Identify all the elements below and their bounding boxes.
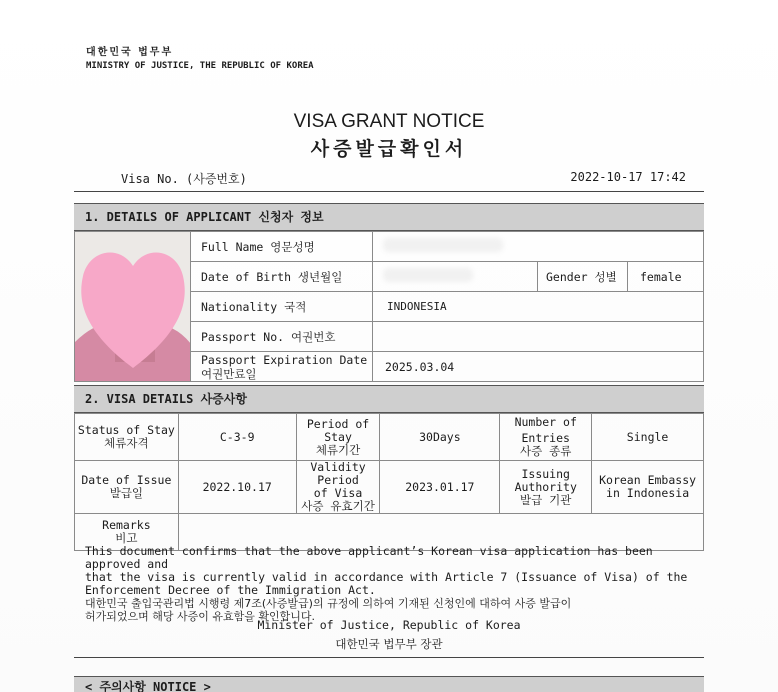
bottom-divider (74, 657, 704, 658)
entries-label-ko: 사증 종류 (520, 444, 572, 458)
authority-label-2: Authority (514, 479, 577, 494)
status-label (75, 414, 179, 461)
validity-label-2: of Visa (313, 486, 363, 500)
section-header-notice: < 주의사항 NOTICE > (74, 676, 704, 692)
nationality-value: INDONESIA (373, 292, 704, 322)
authority-value-2: in Indonesia (606, 486, 690, 500)
nationality-label: Nationality 국적 (191, 292, 373, 322)
status-value: C-3-9 (178, 414, 296, 461)
entries-label-1: Number of (514, 415, 577, 429)
notice-en-line-3: Enforcement Decree of the Immigration Act. (85, 583, 376, 597)
validity-label-ko: 사증 유효기간 (301, 499, 375, 513)
passport-exp-label-en: Passport Expiration Date (201, 352, 368, 367)
gender-value: female (628, 262, 704, 292)
notice-en-line-1: This document confirms that the above applicant’s Korean visa application has been approved and (85, 544, 653, 571)
visa-table (74, 413, 704, 551)
title-korean: 사증발급확인서 (310, 138, 468, 160)
applicant-photo (75, 232, 191, 382)
authority-label-ko: 발급 기관 (520, 492, 572, 507)
remarks-label-en: Remarks (102, 518, 151, 532)
passport-no-value (373, 322, 704, 352)
passport-exp-value: 2025.03.04 (373, 352, 704, 382)
status-label-en: Status of Stay (77, 423, 175, 437)
confirmation-text (85, 545, 695, 623)
authority-label (500, 461, 592, 514)
signature-korean: 대한민국 법무부 장관 (335, 637, 443, 651)
gender-label: Gender 성별 (538, 262, 628, 292)
org-name-english: MINISTRY OF JUSTICE, THE REPUBLIC OF KOREA (86, 61, 314, 71)
issue-date-value: 2022.10.17 (178, 461, 296, 514)
authority-value (592, 461, 704, 514)
validity-value: 2023.01.17 (380, 461, 500, 514)
passport-exp-label (191, 352, 373, 382)
entries-value: Single (592, 414, 704, 461)
validity-label-1: Validity Period (310, 460, 366, 487)
authority-value-1: Korean Embassy (599, 473, 697, 487)
period-label-ko: 체류기간 (315, 442, 361, 457)
notice-en-line-2: that the visa is currently valid in accordance with Article 7 (Issuance of Visa) of the (85, 570, 688, 584)
period-label-en: Period of Stay (306, 416, 370, 444)
issue-date-label-en: Date of Issue (81, 473, 172, 487)
passport-exp-label-ko: 여권만료일 (201, 366, 257, 381)
issue-datetime: 2022-10-17 17:42 (570, 170, 686, 184)
top-divider (74, 191, 704, 192)
notice-ko-line-2: 허가되었으며 해당 사증이 유효함을 확인합니다. (85, 610, 316, 623)
dob-value (373, 262, 538, 292)
redacted-name (383, 238, 503, 252)
title-english: VISA GRANT NOTICE (293, 111, 485, 132)
full-name-label: Full Name 영문성명 (191, 232, 373, 262)
entries-label-2: Entries (521, 431, 570, 445)
period-label (296, 414, 380, 461)
section-header-applicant: 1. DETAILS OF APPLICANT 신청자 정보 (74, 203, 704, 231)
full-name-value (373, 232, 704, 262)
visa-number-label: Visa No. (사증번호) (121, 172, 247, 186)
photo-heart-icon (75, 232, 191, 382)
redacted-dob (383, 268, 473, 282)
period-value: 30Days (380, 414, 500, 461)
org-name-korean: 대한민국 법무부 (86, 47, 174, 58)
issue-date-label-ko: 발급일 (109, 486, 144, 500)
section-header-visa: 2. VISA DETAILS 사증사항 (74, 385, 704, 413)
dob-label: Date of Birth 생년월일 (191, 262, 373, 292)
validity-label (296, 461, 380, 514)
remarks-label-ko: 비고 (115, 531, 138, 545)
status-label-ko: 체류자격 (104, 436, 149, 450)
signature-english: Minister of Justice, Republic of Korea (257, 618, 521, 632)
passport-no-label: Passport No. 여권번호 (191, 322, 373, 352)
issue-date-label (75, 461, 179, 514)
applicant-table (74, 231, 704, 382)
authority-label-1: Issuing (521, 466, 570, 481)
notice-ko-line-1: 대한민국 출입국관리법 시행령 제7조(사증발급)의 규정에 의하여 기재된 신청인에 대하여 사증 발급이 (85, 597, 572, 610)
entries-label (500, 414, 592, 461)
